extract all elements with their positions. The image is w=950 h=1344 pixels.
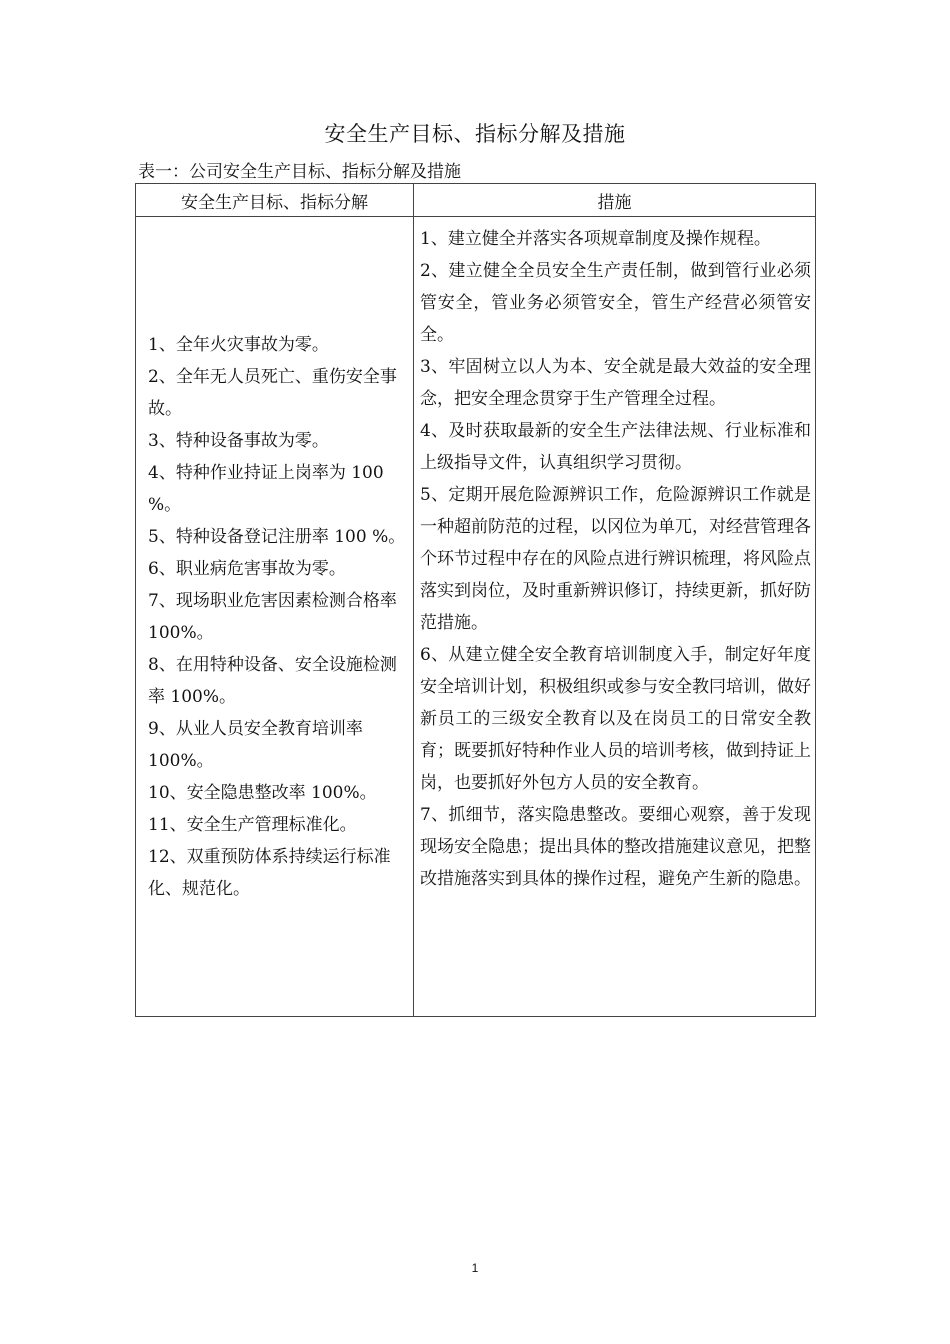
header-measures: 措施 (414, 184, 816, 217)
target-item: 8、在用特种设备、安全设施检测率 100%。 (148, 655, 397, 707)
target-item: 1、全年火灾事故为零。 (148, 335, 329, 355)
target-item: 7、现场职业危害因素检测合格率 100%。 (148, 591, 397, 643)
target-item: 9、从业人员安全教育培训率 100%。 (148, 719, 363, 771)
target-item: 5、特种设备登记注册率 100 %。 (148, 527, 406, 547)
measure-item: 1、建立健全并落实各项规章制度及操作规程。 (420, 229, 771, 249)
target-item: 4、特种作业持证上岗率为 100 %。 (148, 463, 384, 515)
targets-measures-table (135, 183, 816, 1017)
target-item: 2、全年无人员死亡、重伤安全事故。 (148, 367, 397, 419)
table-header-row (136, 184, 816, 217)
measure-item: 2、建立健全全员安全生产责任制，做到管行业必须管安全，管业务必须管安全，管生产经营必须管安全。 (420, 261, 811, 345)
measure-item: 5、定期开展危险源辨识工作，危险源辨识工作就是一种超前防范的过程，以冈位为单兀，对经营管理各个环节过程中存在的风险点进行辨识梳理，将风险点落实到岗位，及时重新辨识修订，持续更新，抓好防范措施。 (420, 485, 811, 633)
target-item: 10、安全隐患整改率 100%。 (148, 783, 377, 803)
table-body-row (136, 217, 816, 1017)
target-item: 11、安全生产管理标准化。 (148, 815, 357, 835)
measure-item: 3、牢固树立以人为本、安全就是最大效益的安全理念，把安全理念贯穿于生产管理全过程。 (420, 357, 811, 409)
measure-item: 6、从建立健全安全教育培训制度入手，制定好年度安全培训计划，积极组织或参与安全教冃培训，做好新员工的三级安全教育以及在岗员工的日常安全教育；既要抓好特种作业人员的培训考核，做到持证上岗，也要抓好外包方人员的安全教育。 (420, 645, 811, 793)
measures-cell (414, 217, 816, 1017)
header-targets: 安全生产目标、指标分解 (136, 184, 414, 217)
measure-item: 4、及时获取最新的安全生产法律法规、行业标准和上级指导文件，认真组织学习贯彻。 (420, 421, 811, 473)
table-caption: 表一：公司安全生产目标、指标分解及措施 (138, 162, 461, 182)
target-item: 12、双重预防体系持续运行标准化、规范化。 (148, 847, 391, 899)
targets-cell (136, 217, 414, 1017)
page-title: 安全生产目标、指标分解及措施 (324, 122, 626, 146)
target-item: 6、职业病危害事故为零。 (148, 559, 346, 579)
page-number: 1 (471, 1261, 479, 1275)
target-item: 3、特种设备事故为零。 (148, 431, 329, 451)
measure-item: 7、抓细节，落实隐患整改。要细心观察，善于发现现场安全隐患；提出具体的整改措施建议意见，把整改措施落实到具体的操作过程，避免产生新的隐患。 (420, 805, 811, 889)
